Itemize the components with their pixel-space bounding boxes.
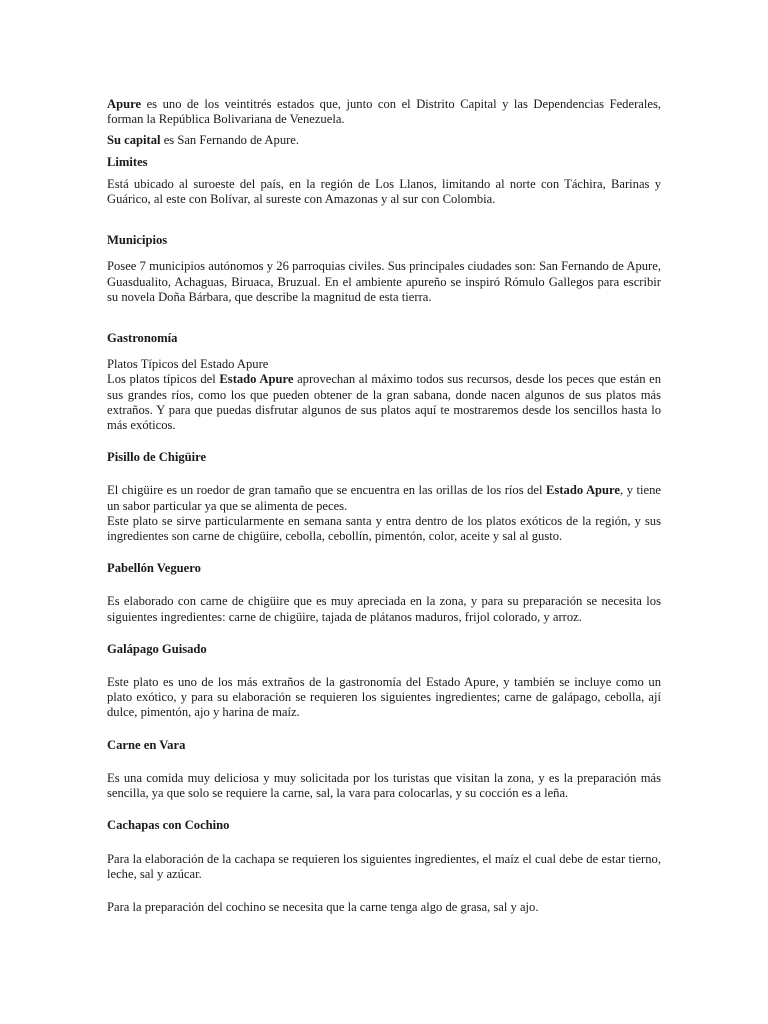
pisillo-heading: Pisillo de Chigüire (107, 450, 207, 465)
intro-text: es uno de los veintitrés estados que, junto con el Distrito Capital y las Dependencias Federales, forman la República Bolivariana de Venezuela. (107, 97, 661, 127)
pisillo-text-2: Este plato se sirve particularmente en semana santa y entra dentro de los platos exóticos de la región, y sus ingredientes son carne de chigüire, cebolla, cebollín, pimentón, color, aceite y sal al gusto. (107, 513, 661, 544)
limites-text: Está ubicado al suroeste del país, en la región de Los Llanos, limitando al norte con Táchira, Barinas y Guárico, al este con Bolívar, al sureste con Amazonas y al sur con Colombia. (107, 176, 661, 207)
intro-paragraph (107, 97, 661, 127)
pabellon-heading: Pabellón Veguero (107, 561, 201, 576)
carne-text: Es una comida muy deliciosa y muy solicitada por los turistas que visitan la zona, y es la preparación más sencilla, ya que solo se requiere la carne, sal, la vara para colocarlas, y su cocción es a leña. (107, 770, 661, 801)
gastronomia-subtitle: Platos Típicos del Estado Apure (107, 357, 269, 372)
galapago-heading: Galápago Guisado (107, 641, 207, 656)
capital-bold: Su capital (107, 133, 161, 148)
estado-apure-bold-2: Estado Apure (546, 483, 621, 498)
cachapas-text-2: Para la preparación del cochino se necesita que la carne tenga algo de grasa, sal y ajo. (107, 899, 539, 914)
apure-bold: Apure (107, 97, 142, 111)
document-page (107, 97, 661, 915)
estado-apure-bold: Estado Apure (219, 372, 294, 387)
pisillo-text-start: El chigüire es un roedor de gran tamaño que se encuentra en las orillas de los ríos del (107, 483, 547, 498)
carne-heading: Carne en Vara (107, 737, 186, 752)
municipios-heading: Municipios (107, 233, 168, 248)
municipios-text: Posee 7 municipios autónomos y 26 parroquias civiles. Sus principales ciudades son: San Fernando de Apure, Guasdualito, Achaguas, Biruaca, Bruzual. En el ambiente apureño se inspiró Rómulo Gallegos para escribir su novela Doña Bárbara, que describe la magnitud de esta tierra. (107, 259, 661, 304)
gastronomia-text-end: aprovechan al máximo todos sus recursos, desde los peces que están en sus grandes ríos, como los que pueden obtener de la gran sabana, donde nacen algunos de sus platos más extraños. Y para que puedas disfrutar algunos de sus platos aquí te mostraremos desde los sencillos hasta lo más exóticos. (107, 372, 661, 433)
gastronomia-heading: Gastronomía (107, 331, 178, 346)
cachapas-heading: Cachapas con Cochino (107, 818, 230, 833)
pisillo-text-1 (107, 483, 661, 513)
gastronomia-text-start: Los platos típicos del (107, 372, 220, 387)
gastronomia-text (107, 372, 661, 433)
capital-text: es San Fernando de Apure. (160, 133, 300, 148)
limites-heading: Limites (107, 154, 148, 169)
cachapas-text-1: Para la elaboración de la cachapa se requieren los siguientes ingredientes, el maíz el cual debe de estar tierno, leche, sal y azúcar. (107, 851, 661, 881)
pisillo-text-end: , y tiene un sabor particular ya que se alimenta de peces. (107, 483, 661, 513)
pabellon-text: Es elaborado con carne de chigüire que es muy apreciada en la zona, y para su preparación se necesita los siguientes ingredientes: carne de chigüire, tajada de plátanos maduros, frijol colorado, y arroz. (107, 594, 661, 624)
capital-paragraph (107, 133, 661, 148)
galapago-text: Este plato es uno de los más extraños de la gastronomía del Estado Apure, y también se incluye como un plato exótico, y para su elaboración se requieren los siguientes ingredientes; carne de galápago, cebolla, ají dulce, pimentón, ajo y harina de maíz. (107, 675, 661, 720)
